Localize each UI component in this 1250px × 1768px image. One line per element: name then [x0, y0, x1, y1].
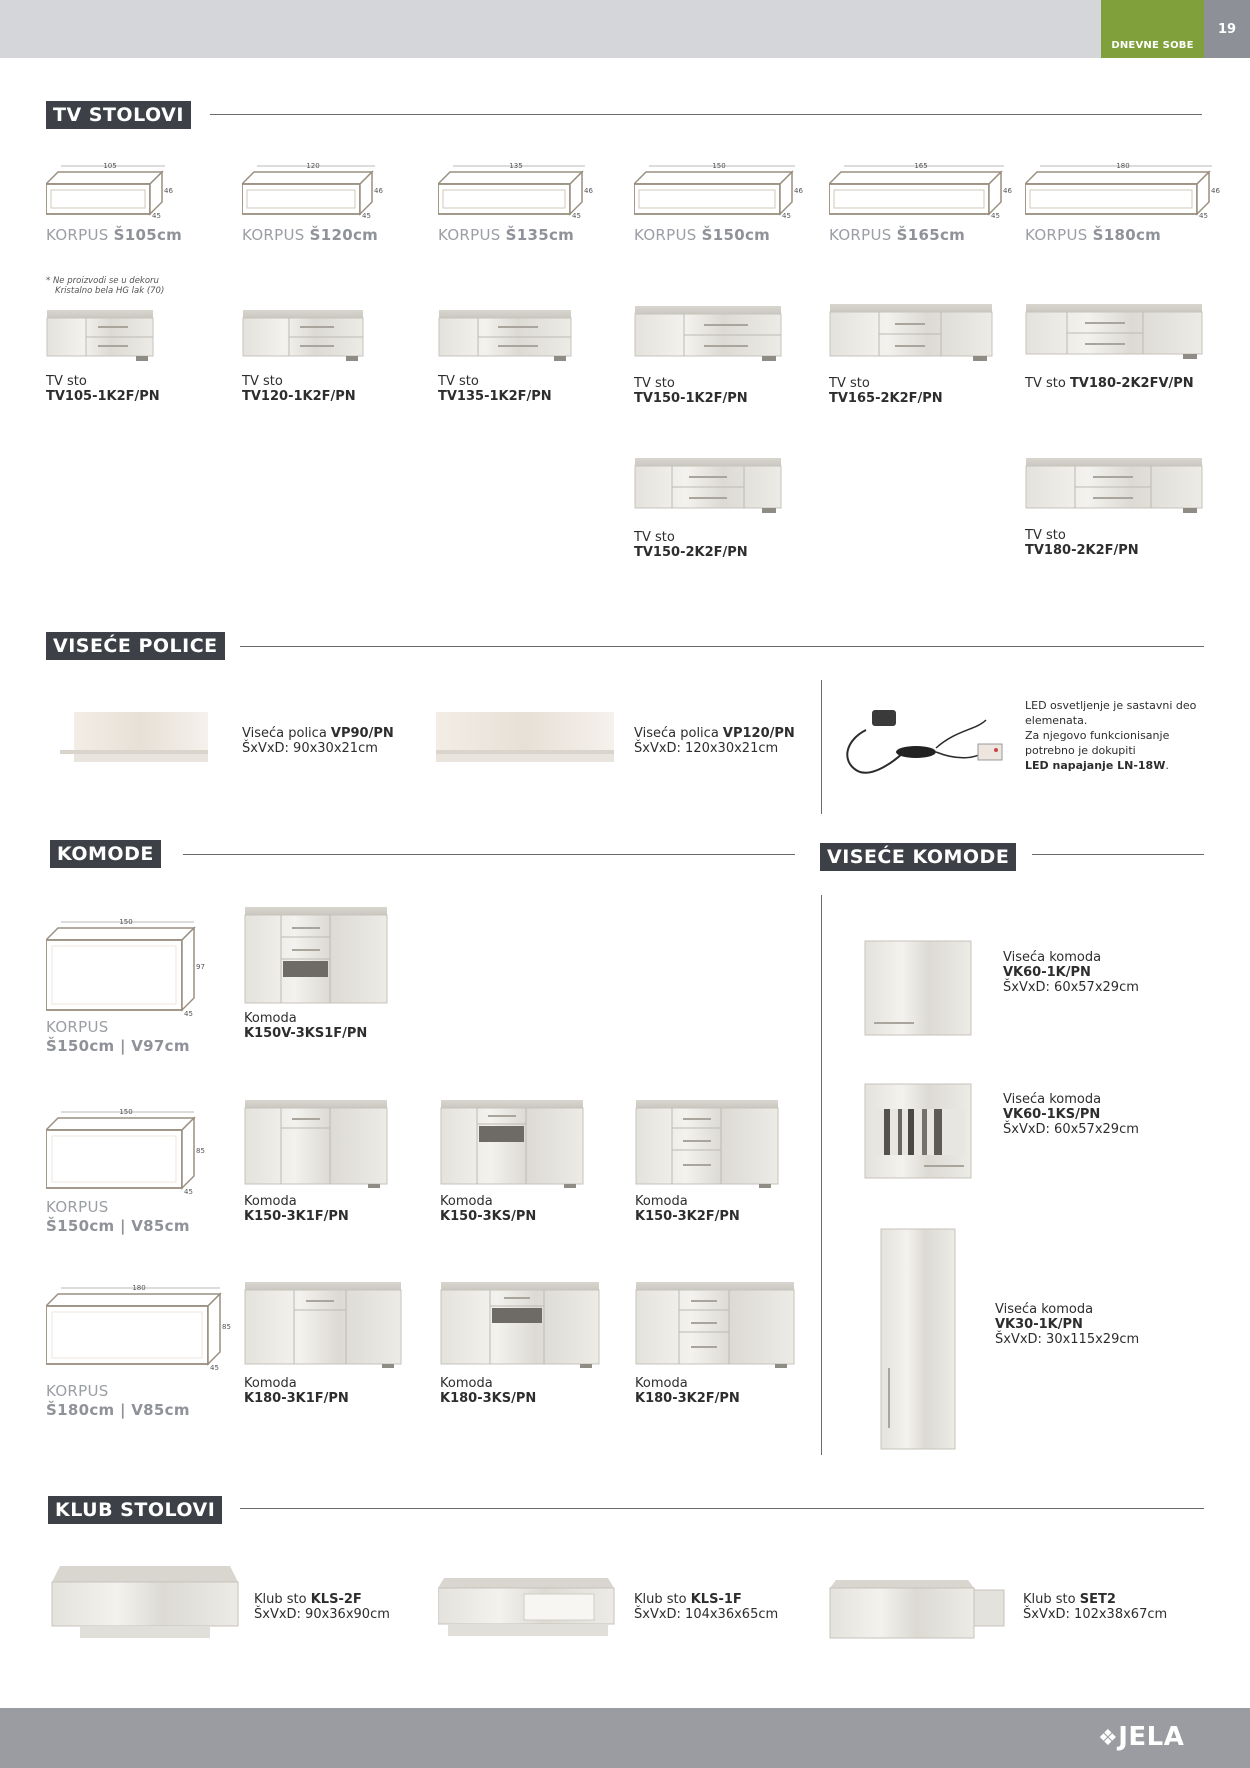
coffee-table-image [50, 1562, 240, 1642]
korpus-size: Š150cm | V85cm [46, 1217, 190, 1235]
korpus-height: 46 [374, 187, 383, 195]
korpus-label [634, 226, 770, 244]
korpus-depth: 45 [184, 1188, 193, 1196]
hanging-cabinet-label [1003, 950, 1139, 995]
tv-product-label [242, 374, 356, 404]
korpus-prefix: KORPUS [46, 226, 114, 244]
korpus-width: 150 [712, 162, 726, 170]
komoda-image [635, 1098, 781, 1190]
led-info-product: LED napajanje LN-18W [1025, 759, 1166, 772]
korpus-height: 97 [196, 963, 205, 971]
komoda-label [244, 1376, 349, 1406]
korpus-height: 46 [584, 187, 593, 195]
hanging-cabinet-label [995, 1302, 1139, 1347]
label-line: Komoda [440, 1194, 493, 1209]
tv-product-label [438, 374, 552, 404]
korpus-outline-icon [1025, 162, 1237, 222]
tv-note-line: * Ne proizvodi se u dekoru [46, 276, 159, 286]
dimensions: ŠxVxD: 90x30x21cm [242, 741, 378, 756]
label-line: Komoda [244, 1194, 297, 1209]
dimensions: ŠxVxD: 60x57x29cm [1003, 980, 1139, 995]
korpus-depth: 45 [991, 212, 1000, 220]
korpus-prefix: KORPUS [242, 226, 310, 244]
led-info [1025, 698, 1196, 773]
tv-product-label [634, 530, 748, 560]
coffee-table-label [254, 1592, 390, 1622]
korpus-label [46, 1018, 190, 1056]
korpus-label [242, 226, 378, 244]
product-code: TV105-1K2F/PN [46, 389, 160, 404]
product-code: K150-3KS/PN [440, 1209, 537, 1224]
korpus-depth: 45 [210, 1364, 219, 1372]
korpus-width: 150 [119, 918, 133, 926]
korpus-width: 180 [132, 1284, 146, 1292]
product-code: TV120-1K2F/PN [242, 389, 356, 404]
coffee-table-image [828, 1572, 1008, 1646]
korpus-outline-icon [829, 162, 1029, 222]
section-title-klub: KLUB STOLOVI [48, 1496, 222, 1524]
label-line: TV sto [438, 374, 479, 389]
korpus-height: 46 [164, 187, 173, 195]
komoda-image [440, 1280, 602, 1370]
label-line: TV sto [1025, 376, 1070, 391]
coffee-table-image [438, 1576, 618, 1642]
korpus-drawing [1025, 162, 1237, 222]
shelf-image [436, 710, 616, 766]
product-code: VK60-1K/PN [1003, 965, 1091, 980]
label-line: Viseća komoda [1003, 950, 1102, 965]
page-number: 19 [1204, 0, 1250, 58]
product-code: TV150-2K2F/PN [634, 545, 748, 560]
product-code: TV135-1K2F/PN [438, 389, 552, 404]
komoda-label [635, 1376, 740, 1406]
dimensions: ŠxVxD: 120x30x21cm [634, 741, 779, 756]
label-line: TV sto [634, 530, 675, 545]
korpus-height: 46 [794, 187, 803, 195]
tv-product-image [634, 304, 784, 364]
tv-product-image [634, 456, 784, 516]
hanging-cabinet-image [864, 940, 974, 1036]
category-label: DNEVNE SOBE [1101, 0, 1204, 58]
korpus-label [829, 226, 965, 244]
korpus-width: 105 [103, 162, 117, 170]
korpus-outline-icon [46, 918, 212, 1024]
korpus-drawing [46, 1108, 212, 1202]
section-title-visece-komode: VISEĆE KOMODE [820, 843, 1016, 871]
label-line: Viseća polica [242, 726, 331, 741]
led-info-line: elemenata. [1025, 714, 1088, 727]
product-code: K180-3KS/PN [440, 1391, 537, 1406]
product-code: K180-3K2F/PN [635, 1391, 740, 1406]
product-code: TV180-2K2FV/PN [1069, 376, 1194, 391]
komoda-label [244, 1194, 349, 1224]
tv-product-label [46, 374, 160, 404]
label-line: Komoda [635, 1376, 688, 1391]
korpus-prefix: KORPUS [1025, 226, 1093, 244]
tv-product-label [634, 376, 748, 406]
label-line: Viseća komoda [1003, 1092, 1102, 1107]
komoda-image [244, 1280, 404, 1370]
korpus-label [46, 226, 182, 244]
product-code: K150-3K1F/PN [244, 1209, 349, 1224]
label-line: Viseća polica [634, 726, 723, 741]
komoda-image [244, 905, 390, 1009]
shelf-image [60, 710, 210, 766]
label-line: Klub sto [634, 1592, 691, 1607]
korpus-outline-icon [634, 162, 820, 222]
korpus-label [438, 226, 574, 244]
komoda-image [440, 1098, 586, 1190]
tv-product-image [829, 302, 995, 364]
tv-product-label [1025, 528, 1139, 558]
shelf-label [242, 726, 394, 756]
korpus-width: 165 [914, 162, 928, 170]
komoda-image [244, 1098, 390, 1190]
logo-text: JELA [1118, 1722, 1185, 1752]
product-code: VK30-1K/PN [995, 1317, 1083, 1332]
label-line: Komoda [244, 1011, 297, 1026]
korpus-size: Š165cm [896, 226, 966, 244]
section-rule [1032, 854, 1204, 855]
komoda-label [440, 1376, 536, 1406]
korpus-height: 85 [196, 1147, 205, 1155]
product-code: TV180-2K2F/PN [1025, 543, 1139, 558]
led-info-line: LED osvetljenje je sastavni deo [1025, 699, 1197, 712]
section-rule [210, 114, 1202, 115]
korpus-size: Š180cm [1092, 226, 1162, 244]
product-code: TV165-2K2F/PN [829, 391, 943, 406]
label-line: Klub sto [254, 1592, 311, 1607]
label-line: Viseća komoda [995, 1302, 1094, 1317]
product-code: K150V-3KS1F/PN [244, 1026, 368, 1041]
shelf-label [634, 726, 795, 756]
tv-product-label [1025, 376, 1194, 391]
korpus-drawing [242, 162, 400, 222]
korpus-prefix: KORPUS [438, 226, 506, 244]
korpus-height: 46 [1211, 187, 1220, 195]
komoda-label [244, 1011, 367, 1041]
hanging-cabinet-image [880, 1228, 956, 1450]
logo-mark-icon: ❖ [1098, 1726, 1119, 1751]
tv-product-image [438, 308, 574, 364]
korpus-size: Š150cm | V97cm [46, 1037, 190, 1055]
label-line: TV sto [829, 376, 870, 391]
korpus-label [1025, 226, 1161, 244]
korpus-size: Š135cm [505, 226, 575, 244]
product-code: K150-3K2F/PN [635, 1209, 740, 1224]
section-rule [183, 854, 795, 855]
korpus-outline-icon [438, 162, 610, 222]
tv-product-label [829, 376, 943, 406]
korpus-depth: 45 [152, 212, 161, 220]
led-power-supply-image [836, 700, 1016, 780]
korpus-drawing [46, 162, 190, 222]
korpus-label [46, 1198, 190, 1236]
label-line: Klub sto [1023, 1592, 1080, 1607]
korpus-drawing [634, 162, 820, 222]
label-line: Komoda [635, 1194, 688, 1209]
korpus-size: Š120cm [309, 226, 379, 244]
product-code: TV150-1K2F/PN [634, 391, 748, 406]
korpus-outline-icon [242, 162, 400, 222]
korpus-prefix: KORPUS [46, 1198, 109, 1216]
korpus-outline-icon [46, 1108, 212, 1202]
dimensions: ŠxVxD: 104x36x65cm [634, 1607, 779, 1622]
korpus-drawing [46, 918, 212, 1024]
korpus-depth: 45 [184, 1010, 193, 1018]
korpus-height: 85 [222, 1323, 231, 1331]
section-title-komode: KOMODE [50, 840, 161, 868]
product-code: VP120/PN [722, 726, 795, 741]
tv-note [46, 276, 164, 296]
korpus-size: Š180cm | V85cm [46, 1401, 190, 1419]
hanging-cabinet-label [1003, 1092, 1139, 1137]
tv-product-image [46, 308, 156, 364]
label-line: TV sto [1025, 528, 1066, 543]
dimensions: ŠxVxD: 102x38x67cm [1023, 1607, 1168, 1622]
korpus-outline-icon [46, 162, 190, 222]
korpus-width: 180 [1116, 162, 1130, 170]
product-code: VP90/PN [330, 726, 394, 741]
korpus-width: 150 [119, 1108, 133, 1116]
product-code: SET2 [1079, 1592, 1116, 1607]
korpus-depth: 45 [572, 212, 581, 220]
footer-bar [0, 1708, 1250, 1768]
product-code: KLS-2F [310, 1592, 362, 1607]
label-line: TV sto [242, 374, 283, 389]
dimensions: ŠxVxD: 30x115x29cm [995, 1332, 1140, 1347]
korpus-prefix: KORPUS [46, 1018, 109, 1036]
korpus-outline-icon [46, 1284, 238, 1378]
komoda-label [440, 1194, 536, 1224]
coffee-table-label [634, 1592, 778, 1622]
label-line: TV sto [46, 374, 87, 389]
section-rule [240, 1508, 1204, 1509]
tv-product-image [1025, 302, 1205, 362]
led-info-line: Za njegovo funkcionisanje [1025, 729, 1170, 742]
korpus-drawing [438, 162, 610, 222]
section-rule [240, 646, 1204, 647]
korpus-label [46, 1382, 190, 1420]
led-info-line: potrebno je dokupiti [1025, 744, 1136, 757]
komoda-image [635, 1280, 797, 1370]
brand-logo [1098, 1722, 1184, 1752]
korpus-size: Š105cm [113, 226, 183, 244]
korpus-depth: 45 [362, 212, 371, 220]
tv-note-line: Kristalno bela HG lak (70) [55, 286, 165, 296]
product-code: KLS-1F [690, 1592, 742, 1607]
label-line: Komoda [440, 1376, 493, 1391]
label-line: Komoda [244, 1376, 297, 1391]
korpus-size: Š150cm [701, 226, 771, 244]
korpus-prefix: KORPUS [829, 226, 897, 244]
dimensions: ŠxVxD: 90x36x90cm [254, 1607, 390, 1622]
label-line: TV sto [634, 376, 675, 391]
korpus-drawing [46, 1284, 238, 1378]
korpus-prefix: KORPUS [46, 1382, 109, 1400]
korpus-height: 46 [1003, 187, 1012, 195]
korpus-depth: 45 [1199, 212, 1208, 220]
section-title-tv: TV STOLOVI [46, 101, 191, 129]
product-code: VK60-1KS/PN [1003, 1107, 1101, 1122]
komoda-label [635, 1194, 740, 1224]
product-code: K180-3K1F/PN [244, 1391, 349, 1406]
divider-vertical [821, 680, 822, 814]
korpus-prefix: KORPUS [634, 226, 702, 244]
korpus-depth: 45 [782, 212, 791, 220]
led-info-suffix: . [1165, 759, 1169, 772]
divider-vertical [821, 895, 822, 1455]
section-title-police: VISEĆE POLICE [46, 632, 225, 660]
tv-product-image [242, 308, 366, 364]
coffee-table-label [1023, 1592, 1167, 1622]
tv-product-image [1025, 456, 1205, 516]
hanging-cabinet-image [864, 1083, 974, 1179]
korpus-width: 135 [509, 162, 523, 170]
korpus-width: 120 [306, 162, 320, 170]
dimensions: ŠxVxD: 60x57x29cm [1003, 1122, 1139, 1137]
korpus-drawing [829, 162, 1029, 222]
top-bar [0, 0, 1250, 58]
